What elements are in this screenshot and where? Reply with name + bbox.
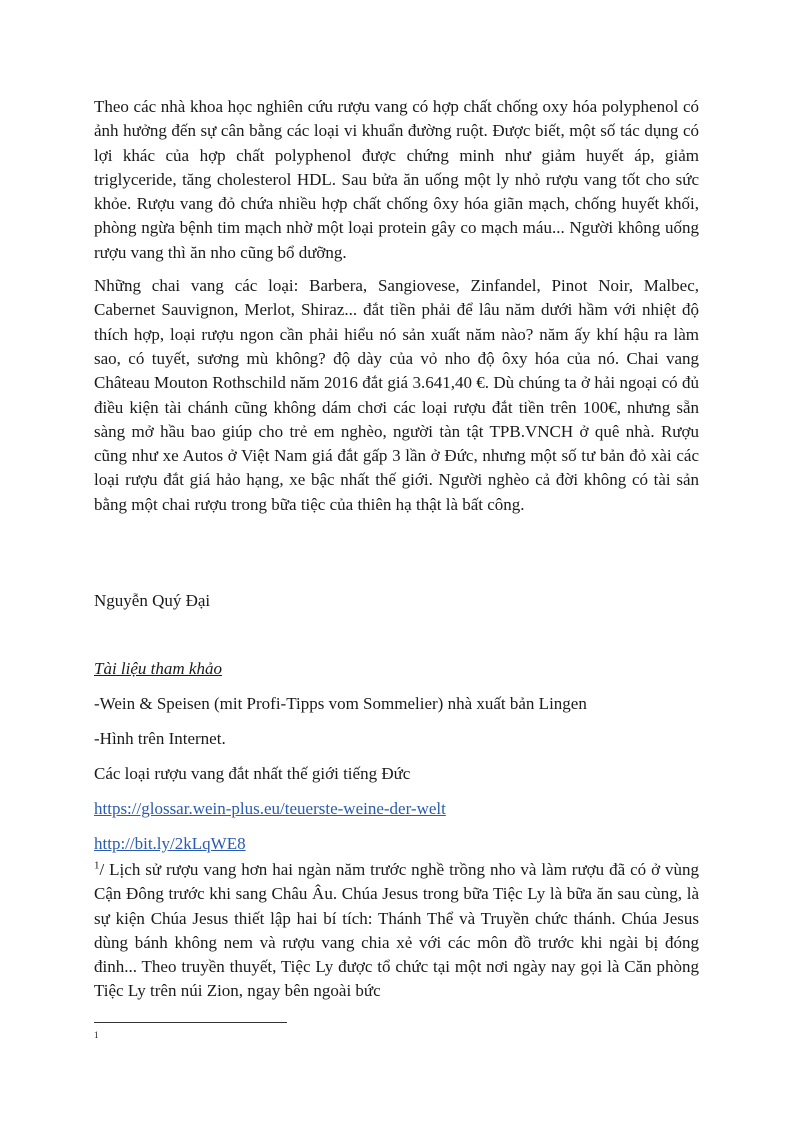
reference-link-glossar[interactable]: https://glossar.wein-plus.eu/teuerste-weine-der-welt [94,799,446,818]
reference-link-bitly[interactable]: http://bit.ly/2kLqWE8 [94,834,246,853]
document-page [94,95,699,1001]
footnote-number: 1 [94,1030,99,1040]
reference-item-1: -Wein & Speisen (mit Profi-Tipps vom Sommelier) nhà xuất bản Lingen [94,694,587,713]
body-paragraph-1: Theo các nhà khoa học nghiên cứu rượu vang có hợp chất chống oxy hóa polyphenol có ảnh hưởng đến sự cân bằng các loại vi khuẩn đường ruột. Được biết, một số tác dụng có lợi khác của hợp chất polyphenol được chứng minh như giảm huyết áp, giảm triglyceride, tăng cholesterol HDL. Sau bửa ăn uống một ly nhỏ rượu vang tốt cho sức khỏe. Rượu vang đỏ chứa nhiều hợp chất chống ôxy hóa giãn mạch, chống huyết khối, phòng ngừa bệnh tim mạch nhờ một loại protein gây co mạch máu... Người không uống rượu vang thì ăn nho cũng bổ dưỡng. [94,97,699,262]
footnote-separator [94,1022,287,1023]
author-name: Nguyễn Quý Đại [94,591,211,610]
body-paragraph-2: Những chai vang các loại: Barbera, Sangiovese, Zinfandel, Pinot Noir, Malbec, Cabernet Sauvignon, Merlot, Shiraz... đắt tiền phải để lâu năm dưới hầm với nhiệt độ thích hợp, loại rượu ngon cần phải hiểu nó sản xuất năm nào? năm ấy khí hậu ra làm sao, có tuyết, sương mù không? độ dày của vỏ nho độ ôxy hóa của nó. Chai vang Château Mouton Rothschild năm 2016 đắt giá 3.641,40 €. Dù chúng ta ở hải ngoại có đủ điều kiện tài chánh cũng không dám chơi các loại rượu đắt tiền trên 100€, nhưng sẵn sàng mở hầu bao giúp cho trẻ em nghèo, người tàn tật TPB.VNCH ở quê nhà. Rượu cũng như xe Autos ở Việt Nam giá đắt gấp 3 lần ở Đức, nhưng một số tư bản đỏ xài các loại rượu đắt giá hảo hạng, xe bậc nhất thế giới. Người nghèo cả đời không có tài sản bằng một chai rượu trong bữa tiệc của thiên hạ thật là bất công. [94,276,699,514]
footnote-slash: / [99,860,105,879]
reference-item-3: Các loại rượu vang đắt nhất thế giới tiếng Đức [94,764,411,783]
footnote-content: Lịch sử rượu vang hơn hai ngàn năm trước nghề trồng nho và làm rượu đã có ở vùng Cận Đông trước khi sang Châu Âu. Chúa Jesus trong bữa Tiệc Ly là bữa ăn sau cùng, là sự kiện Chúa Jesus thiết lập hai bí tích: Thánh Thể và Truyền chức thánh. Chúa Jesus dùng bánh không nem và rượu vang chia xẻ với các môn đồ trước khi ngài bị đóng đinh... Theo truyền thuyết, Tiệc Ly được tổ chức tại một nơi ngày nay gọi là Căn phòng Tiệc Ly trên núi Zion, ngay bên ngoài bức [94,860,699,1001]
reference-item-2: -Hình trên Internet. [94,729,226,748]
footnote-marker[interactable]: 1 [94,859,100,872]
footnote-text [94,858,699,1004]
references-section [94,657,699,867]
references-heading: Tài liệu tham khảo [94,659,222,678]
